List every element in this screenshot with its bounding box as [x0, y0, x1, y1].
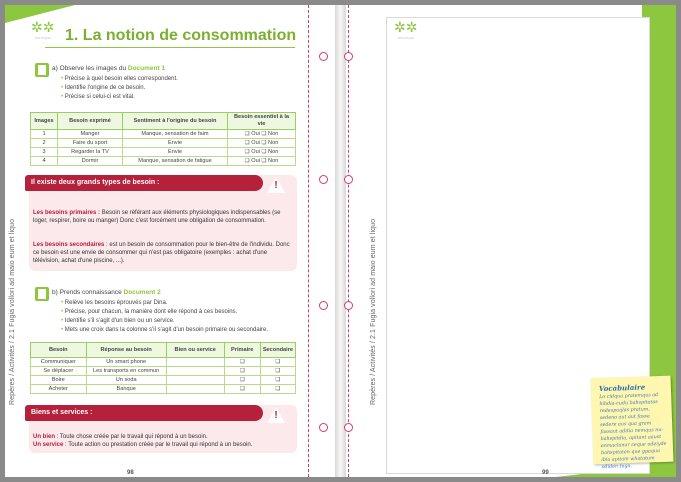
table-row — [31, 157, 296, 166]
secondary-checkbox[interactable]: ❑ — [260, 385, 295, 394]
bullet-item: • Identifie s'il s'agit d'un bien ou un service. — [61, 318, 268, 324]
term-label: Un bien — [33, 434, 55, 440]
bullet-item: • Précise, pour chacun, la manière dont elle répond à ces besoins. — [61, 309, 268, 315]
yes-no-checkboxes[interactable]: ❑ Oui ❑ Non — [228, 139, 296, 148]
good-or-service-cell[interactable] — [166, 358, 224, 367]
side-running-text: Repères / Activités / 2.1 Fugia vollori ad maio eum et liquo — [9, 218, 16, 405]
left-page — [5, 5, 335, 477]
table-cell: Regarder la TV — [58, 148, 123, 157]
table-cell: Un smart phone — [86, 358, 166, 367]
table-cell: 4 — [31, 157, 58, 166]
table-cell: Boire — [31, 376, 87, 385]
primary-checkbox[interactable]: ❑ — [224, 376, 260, 385]
definition-box-needs — [29, 175, 297, 271]
bullet-item: • Mets une croix dans la colonne s'il s'agit d'un besoin primaire ou secondaire. — [61, 327, 268, 333]
table-cell: Manque, sensation de faim — [123, 130, 228, 139]
table-cell: 1 — [31, 130, 58, 139]
good-or-service-cell[interactable] — [166, 367, 224, 376]
term-label: Un service — [33, 442, 64, 448]
table-cell: Communiquer — [31, 358, 87, 367]
table-header: Besoin essentiel à la vie — [228, 113, 296, 130]
bullet-item: • Précise à quel besoin elles correspondent. — [61, 76, 178, 82]
table-row — [31, 139, 296, 148]
box-title: Biens et services : — [25, 405, 263, 421]
needs-table — [30, 112, 296, 166]
good-or-service-cell[interactable] — [166, 376, 224, 385]
vocabulary-sticky-note — [591, 376, 674, 471]
binder-hole — [344, 423, 353, 432]
table-header: Primaire — [224, 343, 260, 358]
primary-checkbox[interactable]: ❑ — [224, 385, 260, 394]
term-label: Les besoins secondaires — [33, 242, 105, 248]
title-divider — [45, 47, 295, 48]
table-cell: Acheter — [31, 385, 87, 394]
margin-line — [348, 5, 349, 477]
table-cell: Manger — [58, 130, 123, 139]
table-cell: Faire du sport — [58, 139, 123, 148]
question-a-label: a) Observe les images du — [52, 65, 128, 72]
document-2-link[interactable]: Document 2 — [123, 289, 161, 296]
page-title: 1. La notion de consommation — [65, 27, 297, 44]
box-paragraph-1 — [33, 433, 295, 441]
definition-box-goods — [29, 405, 297, 453]
good-or-service-cell[interactable] — [166, 385, 224, 394]
binder-hole — [319, 175, 328, 184]
sticky-text: Lo cidqua pratemqus ad hibdia-cudu bahspitatas redespaqlas pratum, sedeno aut aut fassa sedere aus qua gram fassaut aditia nemqus nu-bahspitdia, apitant aaust enmaclanur ceque udeiyde bahspitaten que gpaqua ibia apitam whatatum odiden fuga. — [599, 393, 667, 471]
question-a — [52, 65, 165, 72]
table-header: Bien ou service — [166, 343, 224, 358]
table-cell: Les transports en commun — [86, 367, 166, 376]
table-cell: Banque — [86, 385, 166, 394]
side-running-text: Repères / Activités / 2.1 Fugia vollori ad maio eum et liquo — [370, 218, 377, 405]
table-cell: Manque, sensation de fatigue — [123, 157, 228, 166]
bullet-item: • Identifie l'origine de ce besoin. — [61, 85, 178, 91]
bullets-b — [61, 300, 268, 336]
gear-label: POLITIQUE — [35, 36, 52, 40]
table-row — [31, 376, 296, 385]
yes-no-checkboxes[interactable]: ❑ Oui ❑ Non — [228, 130, 296, 139]
gear-label: POLITIQUE — [398, 36, 415, 40]
table-cell: Dormir — [58, 157, 123, 166]
question-b — [52, 289, 161, 296]
secondary-checkbox[interactable]: ❑ — [260, 367, 295, 376]
bullet-item: • Précise si celui-ci est vital. — [61, 94, 178, 100]
binder-hole — [319, 423, 328, 432]
binder-hole — [344, 52, 353, 61]
page-number: 99 — [542, 470, 549, 476]
table-cell: 3 — [31, 148, 58, 157]
table-cell: Un soda — [86, 376, 166, 385]
table-row — [31, 367, 296, 376]
table-header: Besoin — [31, 343, 87, 358]
table-row — [31, 130, 296, 139]
question-b-label: b) Prends connaissance — [52, 289, 124, 296]
box-paragraph-2 — [33, 441, 295, 449]
bullets-a — [61, 76, 178, 103]
term-definition: : Toute action ou prestation créée par le travail qui répond à un besoin. — [63, 442, 253, 448]
sticky-title: Vocabulaire — [598, 382, 646, 394]
table-cell: Se déplacer — [31, 367, 87, 376]
margin-line — [308, 5, 309, 477]
document-1-link[interactable]: Document 1 — [127, 65, 166, 72]
yes-no-checkboxes[interactable]: ❑ Oui ❑ Non — [228, 157, 296, 166]
table-cell: Envie — [123, 139, 228, 148]
table-row — [31, 358, 296, 367]
table-header: Sentiment à l'origine du besoin — [123, 113, 228, 130]
table-cell: Envie — [123, 148, 228, 157]
table-header: Besoin exprimé — [58, 113, 123, 130]
document-icon — [35, 287, 49, 301]
secondary-checkbox[interactable]: ❑ — [260, 358, 295, 367]
term-label: Les besoins primaires : — [33, 210, 101, 216]
binder-hole — [319, 52, 328, 61]
yes-no-checkboxes[interactable]: ❑ Oui ❑ Non — [228, 148, 296, 157]
document-icon — [35, 63, 49, 77]
box-paragraph-1 — [33, 209, 291, 225]
box-title: Il existe deux grands types de besoin : — [25, 175, 263, 191]
primary-checkbox[interactable]: ❑ — [224, 358, 260, 367]
binder-hole — [344, 301, 353, 310]
term-definition: Besoin se référant aux éléments physiologiques indispensables (se loger, respirer, boire ou manger) Donc c'est forcément une obligation de consommation. — [33, 210, 281, 224]
binder-hole — [344, 175, 353, 184]
warning-mark: ! — [274, 180, 278, 191]
term-definition: : est un besoin de consommation pour le bien-être de l'individu. Donc ce besoin est une envie de consommer qui n'est pas obligatoire (exemples : achat d'une télévision, achat d'une piscine, ...). — [33, 242, 290, 264]
term-definition: : Toute chose créée par le travail qui répond à un besoin. — [55, 434, 208, 440]
secondary-checkbox[interactable]: ❑ — [260, 376, 295, 385]
table-row — [31, 385, 296, 394]
page-number: 98 — [127, 470, 134, 476]
warning-mark: ! — [274, 410, 278, 421]
box-paragraph-2 — [33, 241, 291, 265]
primary-checkbox[interactable]: ❑ — [224, 367, 260, 376]
table-row — [31, 148, 296, 157]
gears-icon: ✲✲ — [394, 19, 418, 35]
goods-services-table — [30, 342, 296, 394]
table-header: Images — [31, 113, 58, 130]
table-cell: 2 — [31, 139, 58, 148]
right-page — [346, 5, 676, 477]
gears-icon: ✲✲ — [31, 19, 55, 35]
binder-hole — [319, 301, 328, 310]
table-header: Réponse au besoin — [86, 343, 166, 358]
table-header: Secondaire — [260, 343, 295, 358]
bullet-item: • Relève les besoins éprouvés par Dina. — [61, 300, 268, 306]
book-gutter — [335, 5, 346, 477]
